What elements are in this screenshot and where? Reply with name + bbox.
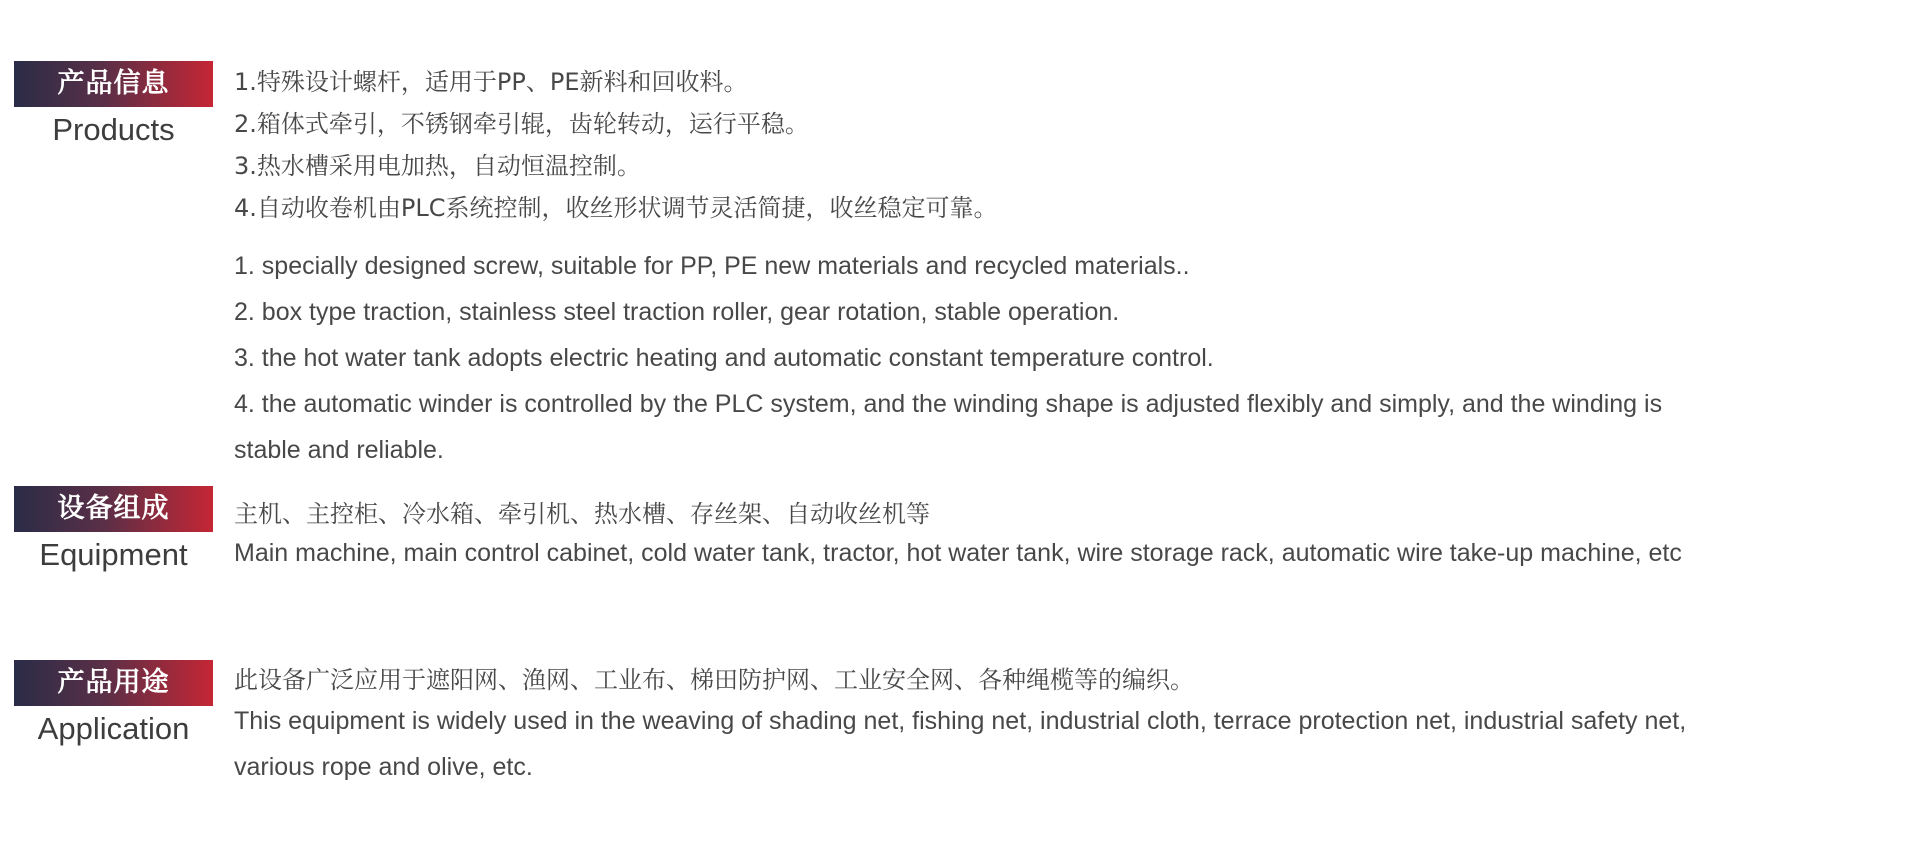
equipment-badge: 设备组成 xyxy=(14,486,213,532)
products-cn-item: 1.特殊设计螺杆，适用于PP、PE新料和回收料。 xyxy=(234,68,748,96)
application-text xyxy=(234,662,1714,790)
application-cn-text: 此设备广泛应用于遮阳网、渔网、工业布、梯田防护网、工业安全网、各种绳榄等的编织。 xyxy=(234,666,1194,694)
application-en-text: This equipment is widely used in the weaving of shading net, fishing net, industrial cloth, terrace protection net, industrial safety net, various rope and olive, etc. xyxy=(234,707,1687,781)
products-en-item: 1. specially designed screw, suitable for PP, PE new materials and recycled materials.. xyxy=(234,252,1190,280)
products-cn-item: 4.自动收卷机由PLC系统控制，收丝形状调节灵活简捷，收丝稳定可靠。 xyxy=(234,194,998,222)
equipment-cn-text: 主机、主控柜、冷水箱、牵引机、热水槽、存丝架、自动收丝机等 xyxy=(234,500,930,528)
products-badge: 产品信息 xyxy=(14,61,213,107)
equipment-en-text: Main machine, main control cabinet, cold water tank, tractor, hot water tank, wire storage rack, automatic wire take-up machine, etc xyxy=(234,539,1682,567)
products-label: Products xyxy=(52,112,175,147)
products-cn-list xyxy=(234,66,1734,234)
products-cn-item: 2.箱体式牵引，不锈钢牵引辊，齿轮转动，运行平稳。 xyxy=(234,110,809,138)
products-en-item: 4. the automatic winder is controlled by the PLC system, and the winding shape is adjusted flexibly and simply, and the winding is stable and reliable. xyxy=(234,390,1663,464)
products-en-item: 2. box type traction, stainless steel traction roller, gear rotation, stable operation. xyxy=(234,298,1120,326)
products-cn-item: 3.热水槽采用电加热，自动恒温控制。 xyxy=(234,152,641,180)
application-label: Application xyxy=(37,711,190,746)
products-en-list xyxy=(234,243,1714,473)
equipment-text xyxy=(234,496,1734,574)
products-en-item: 3. the hot water tank adopts electric heating and automatic constant temperature control. xyxy=(234,344,1214,372)
application-badge: 产品用途 xyxy=(14,660,213,706)
equipment-label: Equipment xyxy=(39,537,188,572)
